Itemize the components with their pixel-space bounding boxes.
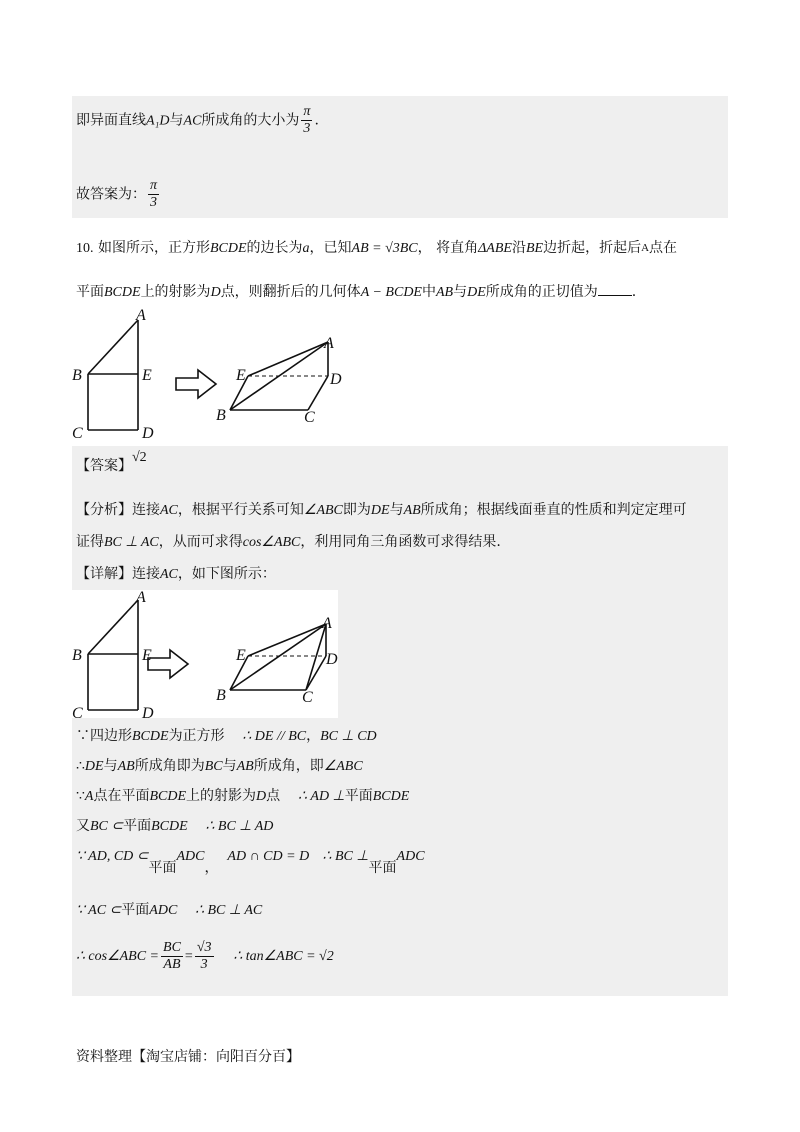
step-6 <box>76 900 262 921</box>
text: 平面 <box>148 860 177 876</box>
math: ΔABE <box>478 241 512 256</box>
math: ∠ABC <box>303 503 343 518</box>
math: ∴ cos∠ABC = <box>76 949 160 964</box>
text: 所成角的大小为 <box>201 112 300 129</box>
math: BC ⊥ CD <box>320 729 377 744</box>
math: ADC <box>149 903 178 918</box>
text: 与 <box>169 112 184 129</box>
math: ∠ABC <box>323 759 363 774</box>
label-B4: B <box>216 687 226 704</box>
prev-line-1 <box>76 104 319 137</box>
text: 平面 <box>76 284 104 300</box>
denominator: AB <box>163 956 181 972</box>
math: BC <box>204 759 223 774</box>
step-2 <box>76 756 363 777</box>
label-D2: D <box>330 371 342 388</box>
question-number: 10. <box>76 241 94 256</box>
math: ADC <box>396 849 425 864</box>
step-5 <box>76 846 425 876</box>
math: AB <box>436 285 454 300</box>
label-B: B <box>72 367 82 384</box>
label-A: A <box>136 307 146 324</box>
text: 证得 <box>76 534 104 550</box>
text: 与 <box>389 502 404 518</box>
math: BE <box>525 241 544 256</box>
math: BCDE <box>372 789 410 804</box>
analysis-line-2 <box>76 532 501 553</box>
math: A <box>84 789 94 804</box>
math: DE <box>370 503 390 518</box>
text: ， <box>204 860 219 876</box>
text: 平面 <box>368 860 397 876</box>
text: 连接 <box>132 566 160 582</box>
math: BC ⊥ AC <box>104 535 159 550</box>
math: D <box>256 789 267 804</box>
label-A3: A <box>136 589 146 606</box>
math: BCDE <box>151 819 188 834</box>
text: 平面 <box>123 818 152 834</box>
text: ，从而可求得 <box>158 534 243 550</box>
text: 又 <box>76 818 90 834</box>
answer-blank <box>598 295 632 296</box>
math: AD ∩ CD = D <box>227 849 310 864</box>
math: AB <box>236 759 254 774</box>
detail-line-1 <box>76 564 276 585</box>
math: BCDE <box>132 729 169 744</box>
text: . <box>314 112 319 129</box>
math: DE <box>467 285 486 300</box>
text: 即为 <box>342 502 371 518</box>
text: 中 <box>422 284 436 300</box>
label-B2: B <box>216 407 226 424</box>
math: AC <box>160 503 178 518</box>
numerator: π <box>303 104 311 119</box>
step-7 <box>76 938 334 975</box>
step-3 <box>76 786 409 807</box>
fraction <box>195 940 214 973</box>
text: ， 将直角 <box>417 240 479 256</box>
math: BC ⊂ <box>90 819 124 834</box>
numerator: BC <box>163 939 181 955</box>
text: ∵ <box>76 788 85 804</box>
text: 如图所示，正方形 <box>97 240 210 256</box>
text: 点在 <box>649 240 678 256</box>
text: 与 <box>222 758 237 774</box>
math: ∴ AD ⊥ <box>297 789 345 804</box>
analysis-line-1 <box>76 500 687 521</box>
label-D4: D <box>326 651 338 668</box>
label-C: C <box>72 425 83 442</box>
label-E: E <box>142 367 152 384</box>
math: AB = √3BC <box>351 241 418 256</box>
text: 即异面直线 <box>76 112 146 129</box>
step-4 <box>76 816 273 837</box>
math: a <box>302 241 310 256</box>
math: ∴ BC ⊥ AC <box>195 903 263 918</box>
math: cos∠ABC <box>242 535 301 550</box>
prev-line-2 <box>76 178 161 211</box>
step-1 <box>76 726 377 747</box>
text: 所成角的正切值为 <box>485 284 598 300</box>
text: 的边长为 <box>246 240 303 256</box>
text: ，根据平行关系可知 <box>177 502 304 518</box>
math: BCDE <box>149 789 187 804</box>
math: ∴ tan∠ABC = √2 <box>233 949 334 964</box>
fraction <box>301 104 312 137</box>
text: 点 <box>266 788 281 804</box>
text: 平面 <box>121 902 150 918</box>
question-line-1 <box>76 238 677 259</box>
numerator: π <box>150 178 158 193</box>
math: AB <box>403 503 421 518</box>
label-C2: C <box>304 409 315 426</box>
label-D: D <box>142 425 154 442</box>
math: A <box>641 242 650 254</box>
text: 所成角即为 <box>134 758 205 774</box>
text: ，利用同角三角函数可求得结果. <box>300 534 501 550</box>
text: ，如下图所示： <box>177 566 276 582</box>
numerator: √3 <box>196 939 212 955</box>
text: 与 <box>103 758 118 774</box>
denominator: 3 <box>303 121 311 136</box>
text: ∵四边形 <box>76 728 132 744</box>
math: ∵ AD, CD ⊂ <box>76 849 149 864</box>
text: 平面 <box>344 788 373 804</box>
text: ，已知 <box>309 240 352 256</box>
fraction <box>161 940 183 973</box>
text: 所成角，即 <box>253 758 324 774</box>
math: AB <box>117 759 135 774</box>
math: DE <box>84 759 104 774</box>
analysis-label: 【分析】 <box>76 502 132 518</box>
math: A − BCDE <box>360 285 422 300</box>
math: ∴ BC ⊥ <box>322 849 369 864</box>
text: 所成角；根据线面垂直的性质和判定定理可 <box>420 502 687 518</box>
text: 为正方形 <box>168 728 225 744</box>
text: 点，则翻折后的几何体 <box>220 284 361 300</box>
label-B3: B <box>72 647 82 664</box>
math: ∴ BC ⊥ AD <box>205 819 274 834</box>
label-A4: A <box>322 615 332 632</box>
text: 上的射影为 <box>186 788 257 804</box>
text: 边折起，折起后 <box>543 240 642 256</box>
label-C3: C <box>72 705 83 722</box>
math: BCDE <box>209 241 247 256</box>
label-C4: C <box>302 689 313 706</box>
denominator: 3 <box>150 195 157 210</box>
text: ∴ <box>76 758 85 774</box>
math: A₁D <box>146 113 170 129</box>
denominator: 3 <box>200 956 208 972</box>
text: 点在平面 <box>93 788 150 804</box>
text: 沿 <box>511 240 526 256</box>
detail-label: 【详解】 <box>76 566 132 582</box>
text: . <box>631 284 637 300</box>
detail-figure <box>70 586 340 722</box>
math: D <box>210 285 221 300</box>
question-figure <box>70 306 370 444</box>
label-E2: E <box>236 367 246 384</box>
math: ∵ AC ⊂ <box>76 903 122 918</box>
label-E4: E <box>236 647 246 664</box>
math: ∴ DE // BC <box>242 729 307 744</box>
label-E3: E <box>142 647 152 664</box>
text: ， <box>306 728 321 744</box>
math: BCDE <box>104 285 141 300</box>
label-A2: A <box>324 335 334 352</box>
math: ADC <box>176 849 205 864</box>
text: 故答案为： <box>76 186 146 203</box>
question-line-2 <box>76 282 636 303</box>
text: = <box>184 949 193 964</box>
answer-value: √2 <box>132 450 147 465</box>
math: AC <box>183 113 202 129</box>
text: 与 <box>453 284 468 300</box>
answer-label: 【答案】 <box>76 458 132 474</box>
answer-line <box>76 450 147 476</box>
label-D3: D <box>142 705 154 722</box>
text: 上的射影为 <box>140 284 211 300</box>
math: AC <box>160 567 178 582</box>
footer-text: 资料整理【淘宝店铺：向阳百分百】 <box>76 1049 300 1065</box>
fraction <box>148 178 159 211</box>
text: 连接 <box>132 502 160 518</box>
